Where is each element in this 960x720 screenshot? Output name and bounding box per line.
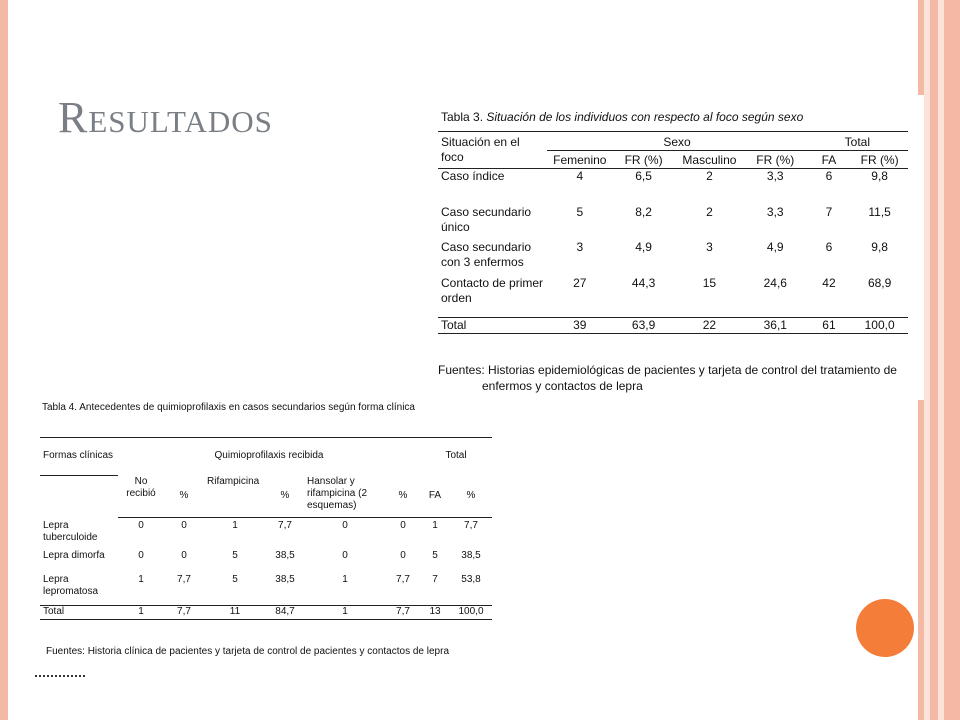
table3-source [438,362,897,394]
cell: 7 [825,204,833,219]
cell: 39 [547,318,612,334]
cell: 38,5 [275,573,295,585]
cell: 15 [702,275,717,290]
table-row [438,240,908,276]
header-total: Total [420,438,492,476]
header-quimio: Quimioprofilaxis recibida [118,438,420,476]
cell: 24,6 [763,275,787,290]
table3-source-line1: Fuentes: Historias epidemiológicas de pacientes y tarjeta de control del tratamiento de [438,363,897,377]
header-total: Total [807,132,908,151]
cell: 22 [675,318,744,334]
cell: 0 [400,520,406,531]
table-row [40,518,492,546]
header-formas: Formas clínicas [40,438,118,476]
cell: 53,8 [461,573,481,585]
accent-circle [856,599,914,657]
header-pct: % [386,476,420,518]
cell: 36,1 [744,318,807,334]
cell: 0 [181,520,187,531]
total-label: Total [40,606,118,620]
table3-caption-prefix: Tabla 3. [441,110,484,124]
row-label: Caso secundario con 3 enfermos [441,239,532,269]
slide-title [58,93,273,142]
row-label: Caso índice [441,169,505,183]
header-femenino: Femenino [547,151,612,169]
table-row [40,546,492,570]
cell: 1 [232,520,238,531]
header-masculino: Masculino [675,151,744,169]
slide-frame-left [0,0,8,720]
table-row [438,205,908,240]
cell: 100,0 [851,318,908,334]
header-fa: FA [807,151,852,169]
row-label: Lepra lepromatosa [43,573,99,597]
table4 [40,437,492,620]
header-sexo: Sexo [547,132,806,151]
row-label: Caso secundario único [441,204,532,234]
header-rifampicina: Rifampicina [204,476,266,518]
cell: 5 [576,204,584,219]
header-no-recibio: No recibió [118,476,164,518]
cell: 61 [807,318,852,334]
header-pct: % [450,476,492,518]
cell: 7,7 [386,606,420,620]
slide-frame-right-bar [944,0,960,720]
cell: 6 [825,169,833,183]
cell: 5 [432,549,438,561]
cell: 6,5 [635,169,652,183]
cell: 11,5 [868,204,891,219]
table3-source-line2: enfermos y contactos de lepra [482,379,643,393]
frame-white-strip [918,95,924,400]
table-subheader-row [40,476,492,518]
cell: 38,5 [275,549,295,561]
cell: 13 [420,606,450,620]
table4-caption: Tabla 4. Antecedentes de quimioprofilaxis en casos secundarios según forma clínica [42,402,415,413]
table-row [40,570,492,606]
cell: 3 [576,239,584,254]
slide-frame-right-bar [930,0,938,720]
cell: 4,9 [635,239,652,254]
cell: 2 [706,204,713,219]
cell: 7,7 [177,573,191,585]
table-total-row [40,606,492,620]
table3 [438,131,908,334]
cell: 6 [825,239,833,254]
header-fa: FA [420,476,450,518]
cell: 1 [432,520,438,531]
header-fr: FR (%) [851,151,908,169]
title-initial: R [58,93,89,142]
cell: 9,8 [871,239,888,254]
table3-caption-text: Situación de los individuos con respecto al foco según sexo [486,110,804,124]
title-rest: ESULTADOS [88,104,273,139]
header-situacion: Situación en el foco [438,132,547,169]
table-row [438,276,908,318]
cell: 2 [706,169,713,183]
cell: 1 [118,606,164,620]
cell: 44,3 [631,275,656,290]
header-fr: FR (%) [744,151,807,169]
table4-source: Fuentes: Historia clínica de pacientes y tarjeta de control de pacientes y contactos de lepra [46,646,450,657]
row-label: Lepra tuberculoide [43,519,98,543]
cell: 5 [232,573,238,585]
row-label: Contacto de primer orden [441,275,544,305]
header-fr: FR (%) [612,151,675,169]
cell: 27 [573,275,587,290]
cell: 0 [342,520,348,531]
cell: 1 [342,573,348,585]
cell: 8,2 [635,204,652,219]
cell: 0 [342,549,348,561]
cell: 4 [576,169,584,183]
cell: 84,7 [266,606,304,620]
cell: 0 [400,549,406,561]
cell: 3,3 [766,204,784,219]
cell: 100,0 [450,606,492,620]
cell: 7,7 [396,573,410,585]
cell: 7 [432,573,438,585]
cell: 11 [204,606,266,620]
cell: 5 [232,549,238,561]
total-label: Total [438,318,547,334]
cell: 0 [138,520,144,531]
header-pct: % [266,476,304,518]
cell: 1 [304,606,386,620]
cell: 0 [181,549,187,561]
cell: 63,9 [612,318,675,334]
table-total-row [438,318,908,334]
header-hansolar: Hansolar y rifampicina (2 esquemas) [304,476,386,518]
cell: 68,9 [867,275,892,290]
table3-caption [441,110,803,124]
cell: 9,8 [871,169,888,183]
cell: 7,7 [464,520,478,531]
cell: 38,5 [461,549,481,561]
table-row [438,169,908,205]
cell: 7,7 [164,606,204,620]
header-pct: % [164,476,204,518]
table-header-row [40,438,492,476]
cell: 0 [138,549,144,561]
cell: 7,7 [278,520,292,531]
cell: 1 [138,573,144,585]
cell: 4,9 [766,239,784,254]
cell: 42 [822,275,836,290]
empty-cell [40,476,118,518]
cell: 3 [706,239,713,254]
cropped-text-trace [35,675,85,680]
cell: 3,3 [766,169,784,183]
row-label: Lepra dimorfa [43,549,105,561]
table-header-row [438,132,908,151]
